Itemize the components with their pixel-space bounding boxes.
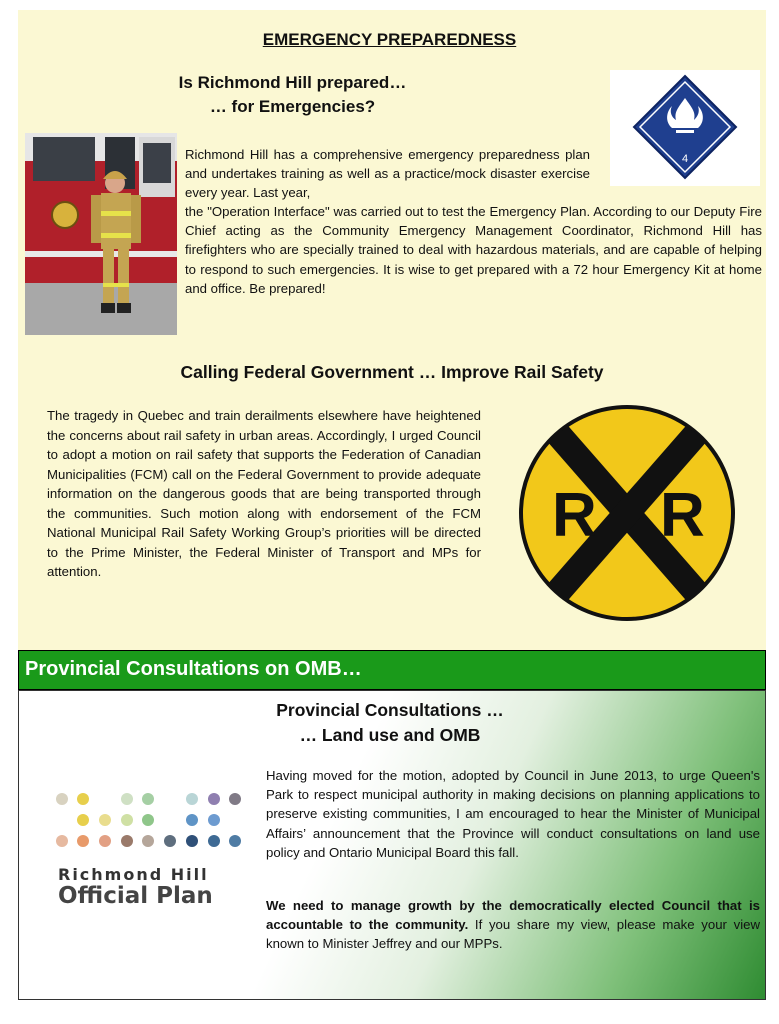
emergency-paragraph-part-2: the "Operation Interface" was carried out to test the Emergency Plan. According to our Deputy Fire Chief acting as the Community Emergency Management Coordinator, Richmond Hill has firefighters who are specially trained to deal with hazardous materials, and are capable of helping to respond to such emergencies. It is wise to get prepared with a 72 hour Emergency Kit at home and office. Be prepared! [185, 204, 762, 296]
emergency-subtitle [120, 71, 465, 119]
rail-safety-heading: Calling Federal Government … Improve Rail Safety [180, 362, 604, 382]
omb-paragraph-2 [266, 896, 760, 954]
hazmat-class-number: 4 [681, 153, 689, 165]
subtitle-line-1: Is Richmond Hill prepared… [178, 73, 407, 92]
sign-letter-right: R [660, 481, 705, 550]
page-title: EMERGENCY PREPAREDNESS [262, 30, 517, 49]
logo-line-1: Richmond Hill [58, 865, 209, 884]
omb-heading [210, 698, 570, 748]
subtitle-line-2: … for Emergencies? [209, 97, 376, 116]
hazmat-diamond-icon [610, 70, 760, 186]
railroad-crossing-sign-icon [518, 404, 736, 622]
omb-paragraph-2-emphasis: We need to manage growth by the democratically elected Council that is accountable to the community. [266, 898, 760, 933]
emergency-paragraph-part-1: Richmond Hill has a comprehensive emergency preparedness plan and undertakes training as well as a practice/mock disaster exercise every year. Last year, [185, 147, 590, 201]
official-plan-logo [44, 785, 254, 925]
omb-banner [18, 650, 766, 690]
omb-heading-line-1: Provincial Consultations … [276, 700, 504, 720]
omb-heading-line-2: … Land use and OMB [299, 725, 481, 745]
omb-paragraph-1: Having moved for the motion, adopted by Council in June 2013, to urge Queen's Park to respect municipal authority in making decisions on planning applications to preserve existing communities, I am encouraged to hear the Minister of Municipal Affairs’ announcement that the Province will conduct consultations on land use policy and Ontario Municipal Board this fall. [266, 768, 760, 860]
hazmat-placard-image [610, 70, 760, 186]
omb-paragraph-2-rest: If you share my view, please make your view known to Minister Jeffrey and our MPPs. [266, 917, 760, 952]
omb-banner-title: Provincial Consultations on OMB… [25, 658, 362, 680]
dot-grid-icon [44, 785, 254, 861]
firefighter-photo [25, 133, 177, 335]
rail-safety-paragraph: The tragedy in Quebec and train derailments elsewhere have heightened the concerns about rail safety in urban areas. Accordingly, I urged Council to adopt a motion on rail safety that supports the Federation of Canadian Municipalities (FCM) call on the Federal Government to provide adequate information on the dangerous goods that are being transported through the communities. Such motion along with endorsement of the FCM National Municipal Rail Safety Working Group’s priorities will be directed to the Prime Minister, the Federal Minister of Transport and MPs for attention. [47, 408, 481, 579]
sign-letter-left: R [552, 481, 597, 550]
logo-line-2: Official Plan [58, 883, 213, 909]
